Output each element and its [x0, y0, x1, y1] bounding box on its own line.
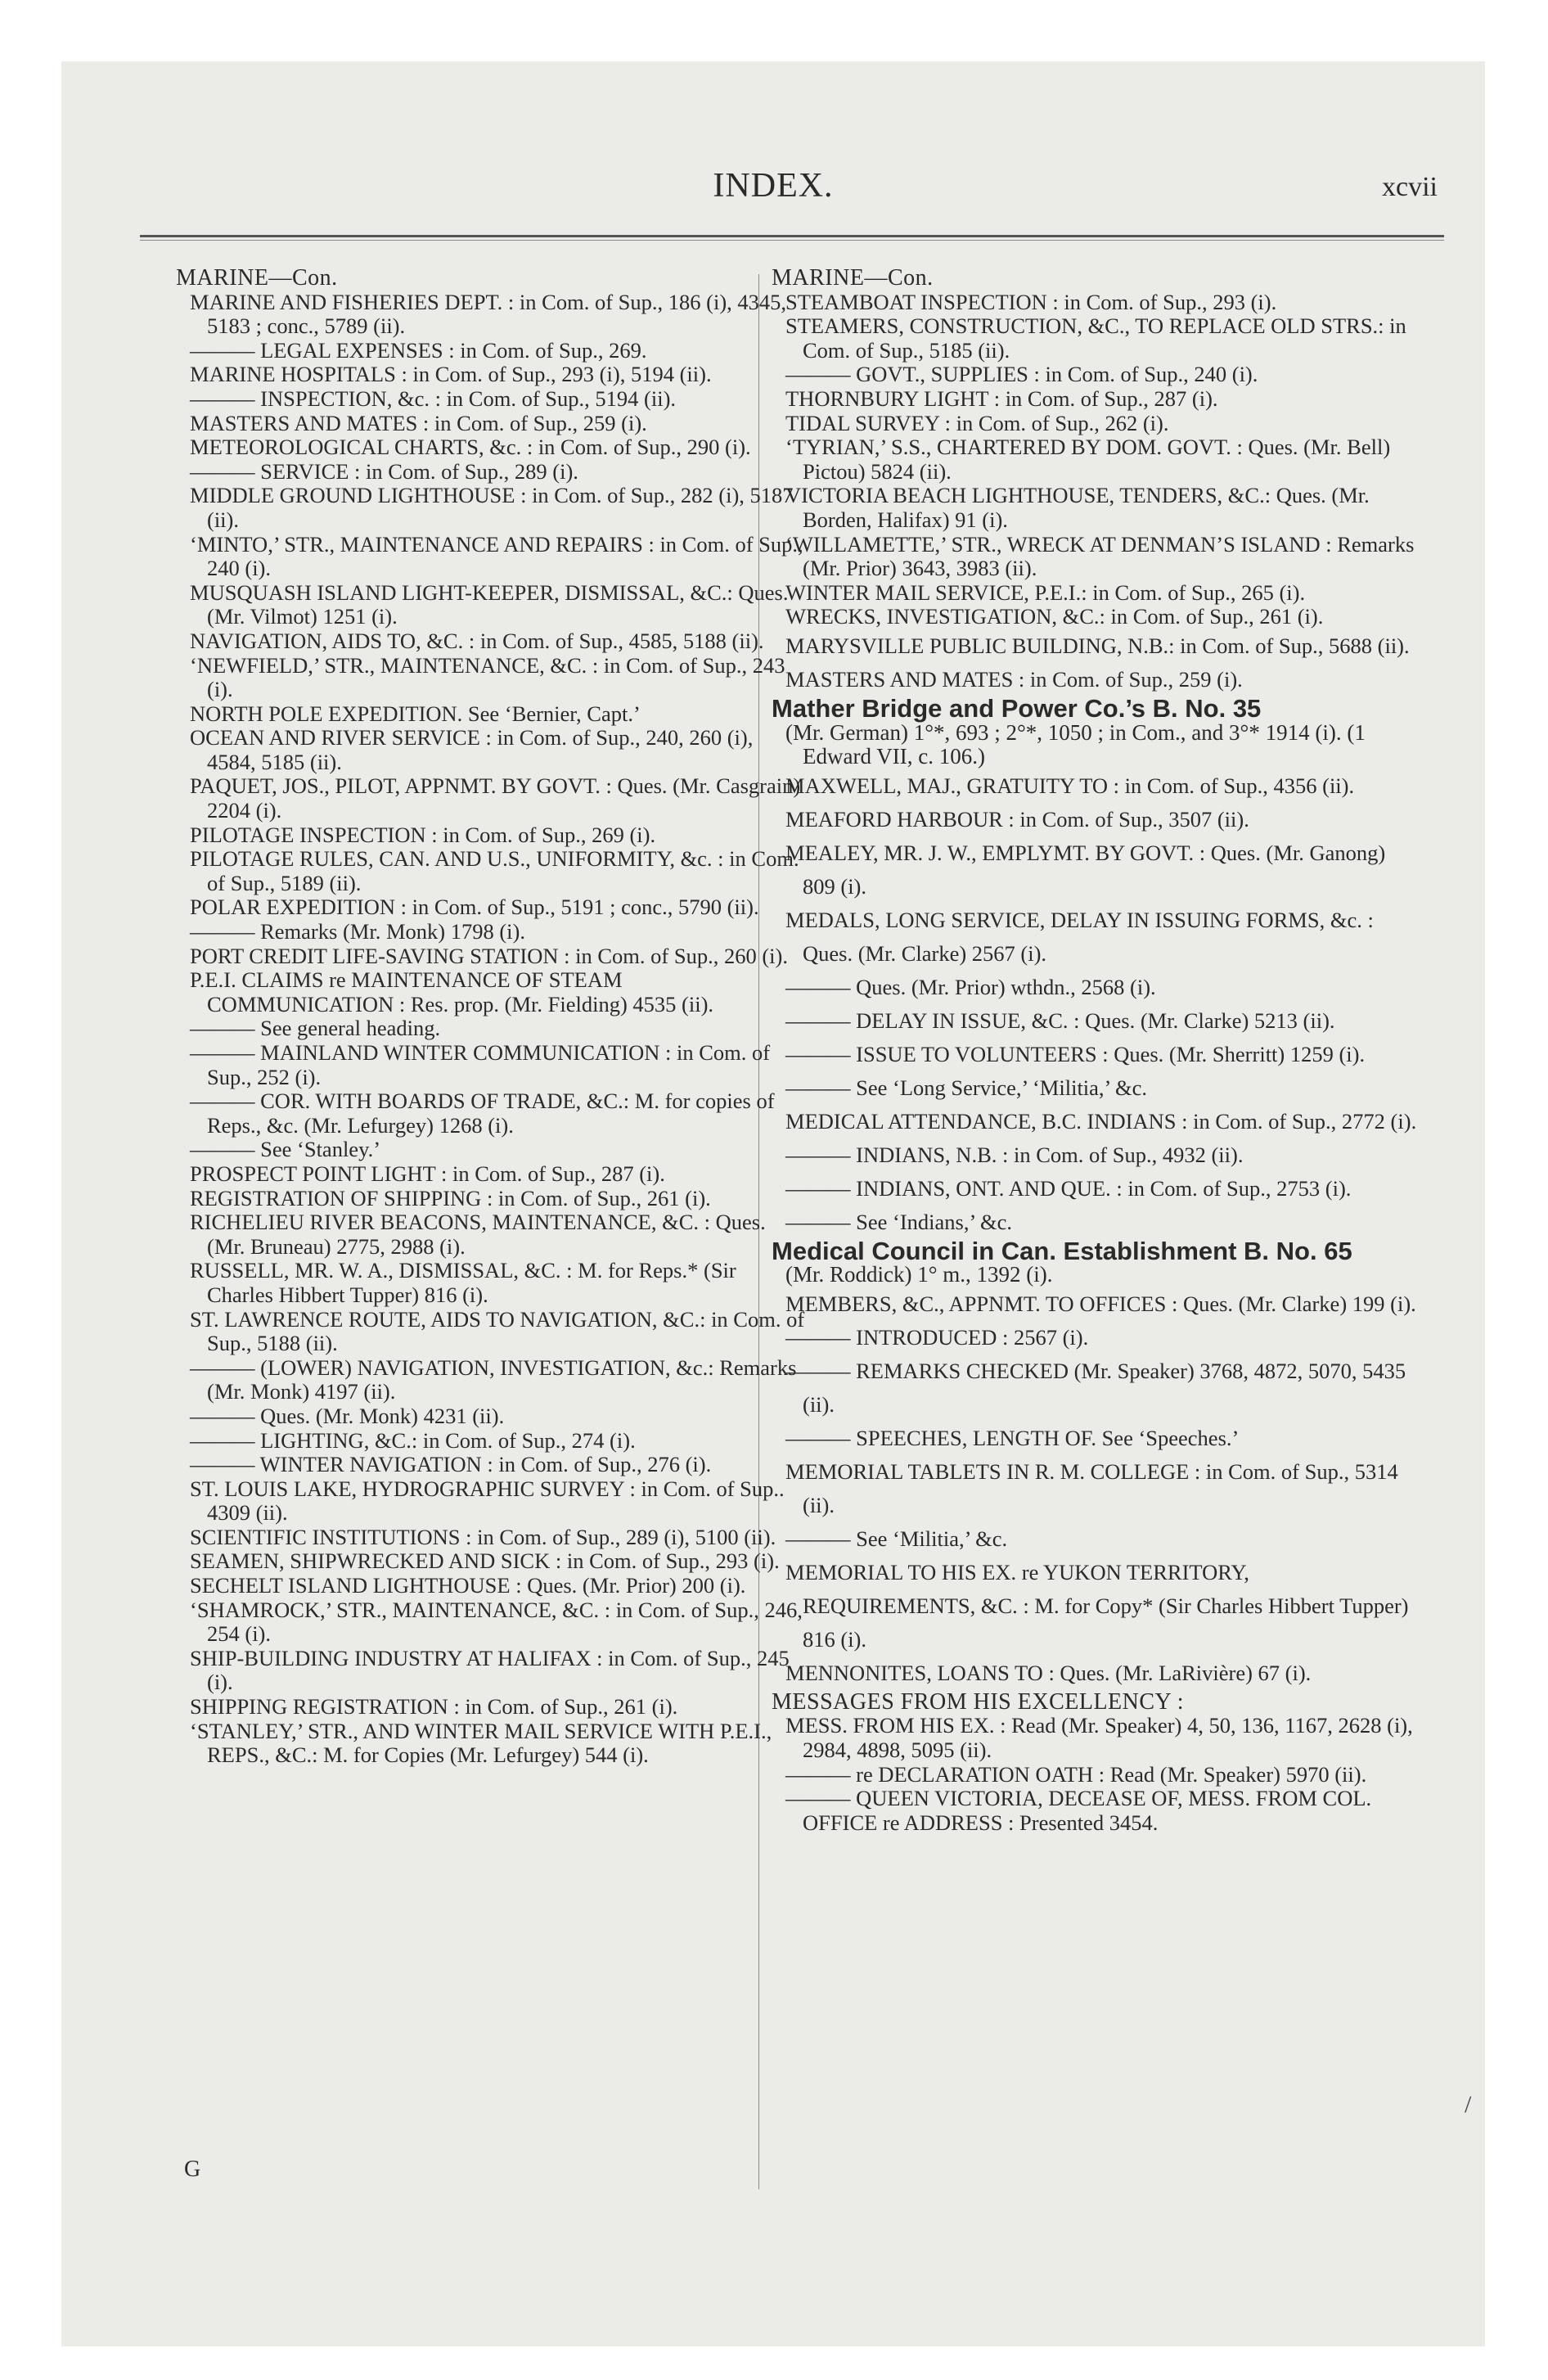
- index-entry: ——— Remarks (Mr. Monk) 1798 (i).: [190, 919, 525, 944]
- index-entry: PORT CREDIT LIFE-SAVING STATION : in Com. of Sup., 260 (i).: [190, 943, 788, 968]
- index-entry: ——— INTRODUCED : 2567 (i).: [785, 1324, 1089, 1350]
- index-entry: ——— ISSUE TO VOLUNTEERS : Ques. (Mr. Sherritt) 1259 (i).: [785, 1041, 1366, 1066]
- index-entry: PROSPECT POINT LIGHT : in Com. of Sup., 287 (i).: [190, 1161, 665, 1186]
- index-entry: ——— SPEECHES, LENGTH OF. See ‘Speeches.’: [785, 1425, 1240, 1450]
- index-entry: RICHELIEU RIVER BEACONS, MAINTENANCE, &C. : Ques. (Mr. Bruneau) 2775, 2988 (i).: [190, 1210, 766, 1259]
- index-entry: MEMORIAL TO HIS EX. re YUKON TERRITORY, REQUIREMENTS, &C. : M. for Copy* (Sir Charles Hibbert Tupper) 816 (i).: [785, 1559, 1409, 1652]
- right-entries: [772, 291, 1418, 629]
- index-entry: MARINE HOSPITALS : in Com. of Sup., 293 (i), 5194 (ii).: [190, 362, 712, 387]
- right-entries-mid: [772, 769, 1418, 1239]
- index-entry: MEDALS, LONG SERVICE, DELAY IN ISSUING FORMS, &c. : Ques. (Mr. Clarke) 2567 (i).: [785, 907, 1374, 966]
- index-entry: MASTERS AND MATES : in Com. of Sup., 259 (i).: [190, 410, 647, 435]
- index-entry: ——— REMARKS CHECKED (Mr. Speaker) 3768, 4872, 5070, 5435 (ii).: [785, 1358, 1406, 1417]
- messages-heading: MESSAGES FROM HIS EXCELLENCY :: [772, 1688, 1185, 1715]
- index-entry: ‘SHAMROCK,’ STR., MAINTENANCE, &C. : in Com. of Sup., 246, 254 (i).: [190, 1597, 803, 1647]
- index-entry: SHIPPING REGISTRATION : in Com. of Sup., 261 (i).: [190, 1694, 678, 1720]
- index-entry: ——— QUEEN VICTORIA, DECEASE OF, MESS. FROM COL. OFFICE re ADDRESS : Presented 3454.: [785, 1786, 1372, 1835]
- margin-mark: /: [1465, 2091, 1472, 2118]
- index-entry: NAVIGATION, AIDS TO, &C. : in Com. of Sup., 4585, 5188 (ii).: [190, 628, 764, 653]
- index-entry: STEAMERS, CONSTRUCTION, &C., TO REPLACE OLD STRS.: in Com. of Sup., 5185 (ii).: [785, 313, 1406, 363]
- index-entry: ——— Ques. (Mr. Prior) wthdn., 2568 (i).: [785, 974, 1156, 999]
- index-entry: WRECKS, INVESTIGATION, &C.: in Com. of Sup., 261 (i).: [785, 604, 1324, 629]
- index-entry: WINTER MAIL SERVICE, P.E.I.: in Com. of Sup., 265 (i).: [785, 579, 1306, 605]
- index-entry: ——— LIGHTING, &C.: in Com. of Sup., 274 (i).: [190, 1427, 636, 1453]
- index-entry: ——— MAINLAND WINTER COMMUNICATION : in Com. of Sup., 252 (i).: [190, 1040, 771, 1089]
- index-entry: MESS. FROM HIS EX. : Read (Mr. Speaker) 4, 50, 136, 1167, 2628 (i), 2984, 4898, 5095 (ii).: [785, 1713, 1413, 1763]
- mather-heading: Mather Bridge and Power Co.’s B. No. 35: [772, 693, 1262, 723]
- right-column-heading: MARINE—Con.: [772, 265, 934, 291]
- index-entry: ——— (LOWER) NAVIGATION, INVESTIGATION, &c.: Remarks (Mr. Monk) 4197 (ii).: [190, 1355, 797, 1404]
- index-entry: ‘MINTO,’ STR., MAINTENANCE AND REPAIRS : in Com. of Sup., 240 (i).: [190, 531, 803, 581]
- index-entry: POLAR EXPEDITION : in Com. of Sup., 5191 ; conc., 5790 (ii).: [190, 895, 759, 920]
- index-entry: MEAFORD HARBOUR : in Com. of Sup., 3507 (ii).: [785, 806, 1249, 832]
- index-entry: ST. LAWRENCE ROUTE, AIDS TO NAVIGATION, &C.: in Com. of Sup., 5188 (ii).: [190, 1306, 805, 1356]
- index-entry: ——— LEGAL EXPENSES : in Com. of Sup., 269.: [190, 337, 647, 363]
- index-entry: ——— COR. WITH BOARDS OF TRADE, &C.: M. for copies of Reps., &c. (Mr. Lefurgey) 1268 (i).: [190, 1089, 775, 1138]
- index-entry: VICTORIA BEACH LIGHTHOUSE, TENDERS, &C.: Ques. (Mr. Borden, Halifax) 91 (i).: [785, 483, 1370, 532]
- index-entry: MAXWELL, MAJ., GRATUITY TO : in Com. of Sup., 4356 (ii).: [785, 773, 1355, 798]
- index-entry: MEMBERS, &C., APPNMT. TO OFFICES : Ques. (Mr. Clarke) 199 (i).: [785, 1291, 1416, 1316]
- index-entry: ——— Ques. (Mr. Monk) 4231 (ii).: [190, 1403, 505, 1428]
- index-entry: MIDDLE GROUND LIGHTHOUSE : in Com. of Sup., 282 (i), 5187 (ii).: [190, 483, 794, 532]
- index-entry: MUSQUASH ISLAND LIGHT-KEEPER, DISMISSAL, &C.: Ques. (Mr. Vilmot) 1251 (i).: [190, 579, 789, 629]
- mather-detail: (Mr. German) 1°*, 693 ; 2°*, 1050 ; in Com., and 3°* 1914 (i). (1 Edward VII, c. 106.): [785, 719, 1366, 769]
- index-entry: ——— See ‘Long Service,’ ‘Militia,’ &c.: [785, 1075, 1148, 1100]
- index-entry: ——— INSPECTION, &c. : in Com. of Sup., 5194 (ii).: [190, 385, 677, 411]
- index-entry: ‘STANLEY,’ STR., AND WINTER MAIL SERVICE WITH P.E.I., REPS., &C.: M. for Copies (Mr. Lefurgey) 544 (i).: [190, 1718, 772, 1768]
- index-entry: REGISTRATION OF SHIPPING : in Com. of Sup., 261 (i).: [190, 1185, 711, 1210]
- index-entry: PILOTAGE RULES, CAN. AND U.S., UNIFORMITY, &c. : in Com. of Sup., 5189 (ii).: [190, 846, 799, 895]
- index-entry: MARYSVILLE PUBLIC BUILDING, N.B.: in Com. of Sup., 5688 (ii).: [785, 633, 1410, 658]
- page-number: xcvii: [1382, 172, 1438, 202]
- medical-council-heading: Medical Council in Can. Establishment B. No. 65: [772, 1236, 1352, 1265]
- index-entry: ‘TYRIAN,’ S.S., CHARTERED BY DOM. GOVT. : Ques. (Mr. Bell) Pictou) 5824 (ii).: [785, 435, 1391, 484]
- index-entry: ——— re DECLARATION OATH : Read (Mr. Speaker) 5970 (ii).: [785, 1761, 1367, 1787]
- index-entry: SEAMEN, SHIPWRECKED AND SICK : in Com. of Sup., 293 (i).: [190, 1548, 780, 1574]
- index-entry: MEDICAL ATTENDANCE, B.C. INDIANS : in Com. of Sup., 2772 (i).: [785, 1108, 1417, 1134]
- messages-entries: [772, 1714, 1418, 1835]
- index-entry: TIDAL SURVEY : in Com. of Sup., 262 (i).: [785, 410, 1169, 435]
- index-entry: ——— DELAY IN ISSUE, &C. : Ques. (Mr. Clarke) 5213 (ii).: [785, 1007, 1335, 1033]
- index-entry: ‘WILLAMETTE,’ STR., WRECK AT DENMAN’S ISLAND : Remarks (Mr. Prior) 3643, 3983 (ii).: [785, 531, 1415, 581]
- index-entry: ——— GOVT., SUPPLIES : in Com. of Sup., 240 (i).: [785, 362, 1258, 387]
- right-entries-tail: [772, 1287, 1418, 1690]
- index-entry: METEOROLOGICAL CHARTS, &c. : in Com. of Sup., 290 (i).: [190, 435, 751, 460]
- index-entry: ST. LOUIS LAKE, HYDROGRAPHIC SURVEY : in Com. of Sup.. 4309 (ii).: [190, 1476, 785, 1526]
- index-entry: P.E.I. CLAIMS re MAINTENANCE OF STEAM COMMUNICATION : Res. prop. (Mr. Fielding) 4535 (ii).: [190, 967, 714, 1016]
- index-entry: ——— SERVICE : in Com. of Sup., 289 (i).: [190, 458, 578, 484]
- index-entry: ——— WINTER NAVIGATION : in Com. of Sup., 276 (i).: [190, 1452, 712, 1477]
- index-entry: SECHELT ISLAND LIGHTHOUSE : Ques. (Mr. Prior) 200 (i).: [190, 1573, 746, 1598]
- index-entry: MARINE AND FISHERIES DEPT. : in Com. of Sup., 186 (i), 4345, 5183 ; conc., 5789 (ii).: [190, 289, 787, 339]
- right-column: [772, 266, 1418, 1835]
- index-entry: OCEAN AND RIVER SERVICE : in Com. of Sup., 240, 260 (i), 4584, 5185 (ii).: [190, 725, 754, 774]
- index-entry: SCIENTIFIC INSTITUTIONS : in Com. of Sup., 289 (i), 5100 (ii).: [190, 1524, 776, 1549]
- index-entry: PILOTAGE INSPECTION : in Com. of Sup., 269 (i).: [190, 822, 656, 847]
- index-entry: SHIP-BUILDING INDUSTRY AT HALIFAX : in Com. of Sup., 245 (i).: [190, 1645, 790, 1695]
- signature-mark: G: [184, 2157, 201, 2182]
- scanned-page: [61, 61, 1485, 2346]
- index-entry: ——— INDIANS, N.B. : in Com. of Sup., 4932 (ii).: [785, 1142, 1244, 1167]
- index-entry: THORNBURY LIGHT : in Com. of Sup., 287 (i).: [785, 385, 1218, 411]
- left-entries: [176, 291, 806, 1768]
- page-title: INDEX.: [713, 167, 834, 205]
- index-entry: MEALEY, MR. J. W., EMPLYMT. BY GOVT. : Ques. (Mr. Ganong) 809 (i).: [785, 840, 1386, 899]
- index-entry: MENNONITES, LOANS TO : Ques. (Mr. LaRivière) 67 (i).: [785, 1660, 1312, 1685]
- right-entries-wide: [772, 629, 1418, 696]
- index-entry: NORTH POLE EXPEDITION. See ‘Bernier, Capt.’: [190, 701, 641, 726]
- header-rule: [140, 235, 1444, 241]
- index-entry: ——— See general heading.: [190, 1016, 441, 1041]
- index-entry: ——— INDIANS, ONT. AND QUE. : in Com. of Sup., 2753 (i).: [785, 1175, 1352, 1201]
- index-entry: ‘NEWFIELD,’ STR., MAINTENANCE, &C. : in Com. of Sup., 243 (i).: [190, 652, 785, 702]
- index-entry: STEAMBOAT INSPECTION : in Com. of Sup., 293 (i).: [785, 289, 1277, 314]
- left-column: [176, 266, 806, 1768]
- index-entry: MASTERS AND MATES : in Com. of Sup., 259 (i).: [785, 666, 1243, 692]
- index-entry: ——— See ‘Indians,’ &c.: [785, 1209, 1012, 1234]
- index-entry: PAQUET, JOS., PILOT, APPNMT. BY GOVT. : Ques. (Mr. Casgrain) 2204 (i).: [190, 773, 801, 823]
- index-entry: ——— See ‘Militia,’ &c.: [785, 1526, 1008, 1551]
- index-entry: ——— See ‘Stanley.’: [190, 1137, 381, 1162]
- medical-council-detail: (Mr. Roddick) 1° m., 1392 (i).: [785, 1262, 1053, 1287]
- index-entry: MEMORIAL TABLETS IN R. M. COLLEGE : in Com. of Sup., 5314 (ii).: [785, 1458, 1398, 1517]
- index-entry: RUSSELL, MR. W. A., DISMISSAL, &C. : M. for Reps.* (Sir Charles Hibbert Tupper) 816 (i).: [190, 1258, 736, 1307]
- left-column-heading: MARINE—Con.: [176, 265, 338, 291]
